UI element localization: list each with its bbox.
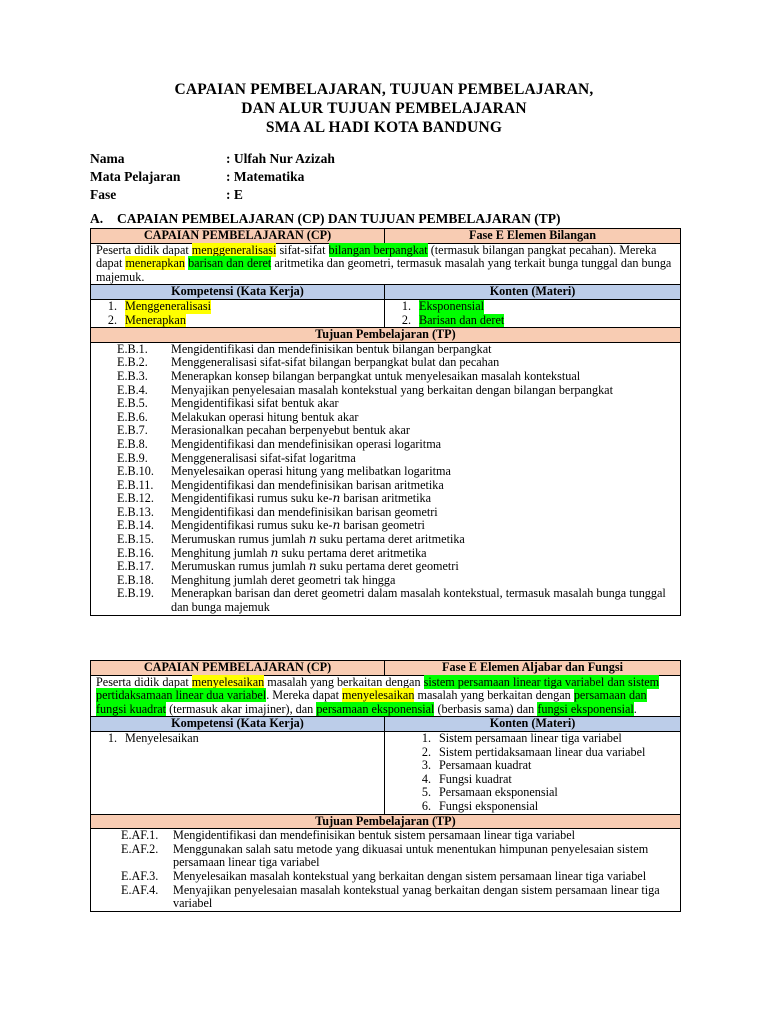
table-elemen-aljabar-fungsi xyxy=(90,660,681,912)
list-item: 1. Sistem persamaan linear tiga variabel xyxy=(421,730,622,745)
tp-text: Menggeneralisasi sifat-sifat bilangan berpangkat bulat dan pecahan xyxy=(171,355,500,370)
document-title xyxy=(0,80,768,137)
tp-code: E.AF.2. xyxy=(121,841,159,856)
table2-kompetensi-cell xyxy=(91,731,385,814)
table2-tp-cell xyxy=(91,829,681,912)
table1-kompetensi-list xyxy=(95,300,380,327)
list-item: 1. Menggeneralisasi xyxy=(107,298,211,313)
tp-text: Melakukan operasi hitung bentuk akar xyxy=(171,409,359,424)
table1-konten-header: Konten (Materi) xyxy=(385,285,681,300)
tp-code: E.B.10. xyxy=(117,464,154,479)
tp-text: Merasionalkan pecahan berpenyebut bentuk akar xyxy=(171,423,410,438)
table1-fase-header: Fase E Elemen Bilangan xyxy=(385,229,681,244)
list-item: 5. Persamaan eksponensial xyxy=(421,785,558,800)
table1-cp-header: CAPAIAN PEMBELAJARAN (CP) xyxy=(91,229,385,244)
table2-kompetensi-list xyxy=(95,732,380,746)
table2-tp-header: Tujuan Pembelajaran (TP) xyxy=(91,814,681,829)
table1-kompetensi-header: Kompetensi (Kata Kerja) xyxy=(91,285,385,300)
tp-item xyxy=(117,587,676,614)
tp-item xyxy=(117,479,676,493)
mapel-label: Mata Pelajaran xyxy=(90,169,181,184)
tp-code: E.AF.3. xyxy=(121,868,159,883)
table2-list-row xyxy=(91,731,681,814)
tp-item xyxy=(117,533,676,547)
tp-text: Mengidentifikasi sifat bentuk akar xyxy=(171,396,339,411)
tp-text: Menyajikan penyelesaian masalah kontekstual yang berkaitan dengan bilangan berpangkat xyxy=(171,382,613,397)
tp-item xyxy=(117,424,676,438)
tp-code: E.B.13. xyxy=(117,504,154,519)
tp-item xyxy=(121,884,676,911)
tp-text: Menyelesaikan masalah kontekstual yang berkaitan dengan sistem persamaan linear tiga variabel xyxy=(173,868,647,883)
tp-item xyxy=(117,547,676,561)
list-item: 6. Fungsi eksponensial xyxy=(421,798,539,813)
nama-value: : Ulfah Nur Azizah xyxy=(226,151,335,166)
table-elemen-bilangan xyxy=(90,228,681,616)
tp-text: Menggeneralisasi sifat-sifat logaritma xyxy=(171,450,356,465)
tp-text: Mengidentifikasi dan mendefinisikan barisan aritmetika xyxy=(171,477,444,492)
tp-item xyxy=(117,356,676,370)
tp-code: E.B.7. xyxy=(117,423,148,438)
tp-item xyxy=(117,560,676,574)
tp-code: E.B.4. xyxy=(117,382,148,397)
list-item: 2. Barisan dan deret xyxy=(401,312,505,327)
tp-text: Mengidentifikasi dan mendefinisikan bentuk sistem persamaan linear tiga variabel xyxy=(173,828,576,843)
title-line-2: DAN ALUR TUJUAN PEMBELAJARAN xyxy=(241,100,527,117)
table1-tp-list xyxy=(95,343,676,615)
section-title: CAPAIAN PEMBELAJARAN (CP) DAN TUJUAN PEMBELAJARAN (TP) xyxy=(117,211,561,226)
info-row-mapel xyxy=(90,168,335,186)
list-item: 2. Menerapkan xyxy=(107,312,186,327)
tp-text: Mengidentifikasi rumus suku ke-𝑛 barisan aritmetika xyxy=(171,491,432,506)
tp-item xyxy=(121,870,676,884)
tp-text: Merumuskan rumus jumlah 𝑛 suku pertama deret aritmetika xyxy=(171,532,465,547)
tp-text: Menyajikan penyelesaian masalah kontekstual yanag berkaitan dengan sistem persamaan linear tiga variabel xyxy=(173,882,660,911)
info-row-fase xyxy=(90,186,335,204)
fase-value: : E xyxy=(226,187,243,202)
table1-kompetensi-cell xyxy=(91,299,385,327)
title-line-1: CAPAIAN PEMBELAJARAN, TUJUAN PEMBELAJARAN, xyxy=(174,81,594,98)
tp-code: E.B.17. xyxy=(117,559,154,574)
table1-header-row xyxy=(91,229,681,244)
table1-tp-cell xyxy=(91,342,681,615)
tp-code: E.AF.1. xyxy=(121,828,159,843)
identity-block xyxy=(90,150,335,204)
tp-text: Menyelesaikan operasi hitung yang melibatkan logaritma xyxy=(171,464,451,479)
tp-item xyxy=(117,438,676,452)
tp-item xyxy=(117,519,676,533)
tp-text: Mengidentifikasi rumus suku ke-𝑛 barisan geometri xyxy=(171,518,425,533)
tp-text: Menghitung jumlah 𝑛 suku pertama deret aritmetika xyxy=(171,545,427,560)
tp-item xyxy=(117,397,676,411)
table2-tp-header-row xyxy=(91,814,681,829)
tp-code: E.B.8. xyxy=(117,436,148,451)
table2-kompetensi-header: Kompetensi (Kata Kerja) xyxy=(91,717,385,732)
table1-konten-list xyxy=(389,300,676,327)
section-heading-a xyxy=(90,211,560,227)
list-item: 2. Sistem pertidaksamaan linear dua variabel xyxy=(421,744,646,759)
mapel-value: : Matematika xyxy=(226,169,305,184)
tp-code: E.B.11. xyxy=(117,477,154,492)
tp-code: E.AF.4. xyxy=(121,882,159,897)
tp-code: E.B.12. xyxy=(117,491,154,506)
tp-text: Mengidentifikasi dan mendefinisikan operasi logaritma xyxy=(171,436,442,451)
tp-item xyxy=(117,465,676,479)
section-letter: A. xyxy=(90,211,104,226)
table1-konten-cell xyxy=(385,299,681,327)
table2-fase-header: Fase E Elemen Aljabar dan Fungsi xyxy=(385,661,681,676)
tp-text: Menghitung jumlah deret geometri tak hingga xyxy=(171,572,396,587)
table2-subheader-row xyxy=(91,717,681,732)
tp-code: E.B.16. xyxy=(117,545,154,560)
tp-item xyxy=(117,343,676,357)
tp-code: E.B.2. xyxy=(117,355,148,370)
table2-cp-row xyxy=(91,675,681,717)
table2-header-row xyxy=(91,661,681,676)
tp-text: Merumuskan rumus jumlah 𝑛 suku pertama deret geometri xyxy=(171,559,459,574)
table2-konten-list xyxy=(389,732,676,814)
tp-code: E.B.1. xyxy=(117,341,148,356)
tp-text: Mengidentifikasi dan mendefinisikan bentuk bilangan berpangkat xyxy=(171,341,492,356)
tp-code: E.B.18. xyxy=(117,572,154,587)
table2-cp-text: Peserta didik dapat menyelesaikan masalah yang berkaitan dengan sistem persamaan linear tiga variabel dan sistem pertidaksamaan linear dua variabel. Mereka dapat menyelesaikan masalah yang berkaitan dengan persamaan dan fungsi kuadrat (termasuk akar imajiner), dan persamaan eksponensial (berbasis sama) dan fungsi eksponensial. xyxy=(91,675,681,717)
list-item: 1. Eksponensial xyxy=(401,298,484,313)
tp-code: E.B.15. xyxy=(117,532,154,547)
tp-code: E.B.14. xyxy=(117,518,154,533)
tp-item xyxy=(117,411,676,425)
table1-list-row xyxy=(91,299,681,327)
tp-code: E.B.5. xyxy=(117,396,148,411)
tp-code: E.B.9. xyxy=(117,450,148,465)
table1-cp-row xyxy=(91,243,681,285)
title-line-3: SMA AL HADI KOTA BANDUNG xyxy=(265,119,503,136)
table2-konten-header: Konten (Materi) xyxy=(385,717,681,732)
list-item: 3. Persamaan kuadrat xyxy=(421,758,532,773)
tp-text: Mengidentifikasi dan mendefinisikan barisan geometri xyxy=(171,504,438,519)
table1-tp-header: Tujuan Pembelajaran (TP) xyxy=(91,328,681,343)
fase-label: Fase xyxy=(90,187,117,202)
tp-item xyxy=(117,492,676,506)
table1-tp-row xyxy=(91,342,681,615)
tp-item xyxy=(117,370,676,384)
table1-cp-text: Peserta didik dapat menggeneralisasi sifat-sifat bilangan berpangkat (termasuk bilangan pangkat pecahan). Mereka dapat menerapkan barisan dan deret aritmetika dan geometri, termasuk masalah yang terkait bunga tunggal dan bunga majemuk. xyxy=(91,243,681,285)
tp-item xyxy=(121,829,676,843)
table2-tp-row xyxy=(91,829,681,912)
table1-tp-header-row xyxy=(91,328,681,343)
table2-konten-cell xyxy=(385,731,681,814)
list-item: 4. Fungsi kuadrat xyxy=(421,771,512,786)
tp-text: Menggunakan salah satu metode yang dikuasai untuk menentukan himpunan penyelesaian sistem persamaan linear tiga variabel xyxy=(173,841,649,870)
tp-item xyxy=(117,452,676,466)
list-item: 1. Menyelesaikan xyxy=(107,730,199,745)
tp-item xyxy=(121,843,676,870)
tp-code: E.B.6. xyxy=(117,409,148,424)
table1-subheader-row xyxy=(91,285,681,300)
tp-code: E.B.19. xyxy=(117,586,154,601)
tp-text: Menerapkan barisan dan deret geometri dalam masalah kontekstual, termasuk masalah bunga tunggal dan bunga majemuk xyxy=(171,586,666,615)
tp-text: Menerapkan konsep bilangan berpangkat untuk menyelesaikan masalah kontekstual xyxy=(171,368,581,383)
tp-item xyxy=(117,574,676,588)
tp-code: E.B.3. xyxy=(117,368,148,383)
table2-tp-list xyxy=(95,829,676,911)
table2-cp-header: CAPAIAN PEMBELAJARAN (CP) xyxy=(91,661,385,676)
tp-item xyxy=(117,384,676,398)
tp-item xyxy=(117,506,676,520)
nama-label: Nama xyxy=(90,151,125,166)
info-row-nama xyxy=(90,150,335,168)
